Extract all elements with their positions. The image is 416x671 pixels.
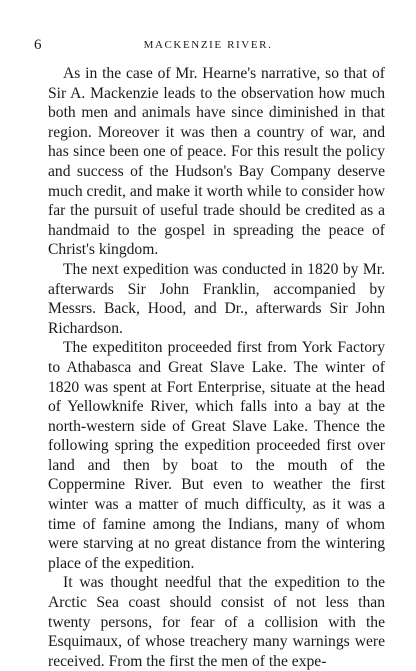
page-number: 6 bbox=[34, 37, 42, 53]
page-header bbox=[34, 36, 382, 54]
body-text bbox=[48, 64, 385, 671]
paragraph: The next expedition was conducted in 1820 by Mr. afterwards Sir John Franklin, accompanied by Messrs. Back, Hood, and Dr., afterwards Sir John Richardson. bbox=[48, 260, 385, 337]
paragraph: The expedititon proceeded first from York Factory to Athabasca and Great Slave Lake. The winter of 1820 was spent at Fort Enterprise, situate at the head of Yellowknife River, which falls into a bay at the north-western side of Great Slave Lake. Thence the following spring the expedition proceeded first over land and then by boat to the mouth of the Coppermine River. But even to weather the first winter was a matter of much difficulty, as it was a time of famine among the Indians, many of whom were starving at no great distance from the wintering place of the expedition. bbox=[48, 339, 385, 572]
paragraph: It was thought needful that the expedition to the Arctic Sea coast should consist of not less than twenty persons, for fear of a collision with the Esquimaux, of whose treachery many warnings were received. From the first the men of the expe- bbox=[48, 574, 385, 670]
paragraph: As in the case of Mr. Hearne's narrative, so that of Sir A. Mackenzie leads to the observation how much both men and animals have since diminished in that region. Moreover it was then a country of war, and has since been one of peace. For this result the policy and success of the Hudson's Bay Company deserve much credit, and make it worth while to consider how far the pursuit of useful trade should be credited as a handmaid to the gospel in spreading the peace of Christ's kingdom. bbox=[48, 65, 385, 259]
running-title: MACKENZIE RIVER. bbox=[143, 39, 273, 51]
